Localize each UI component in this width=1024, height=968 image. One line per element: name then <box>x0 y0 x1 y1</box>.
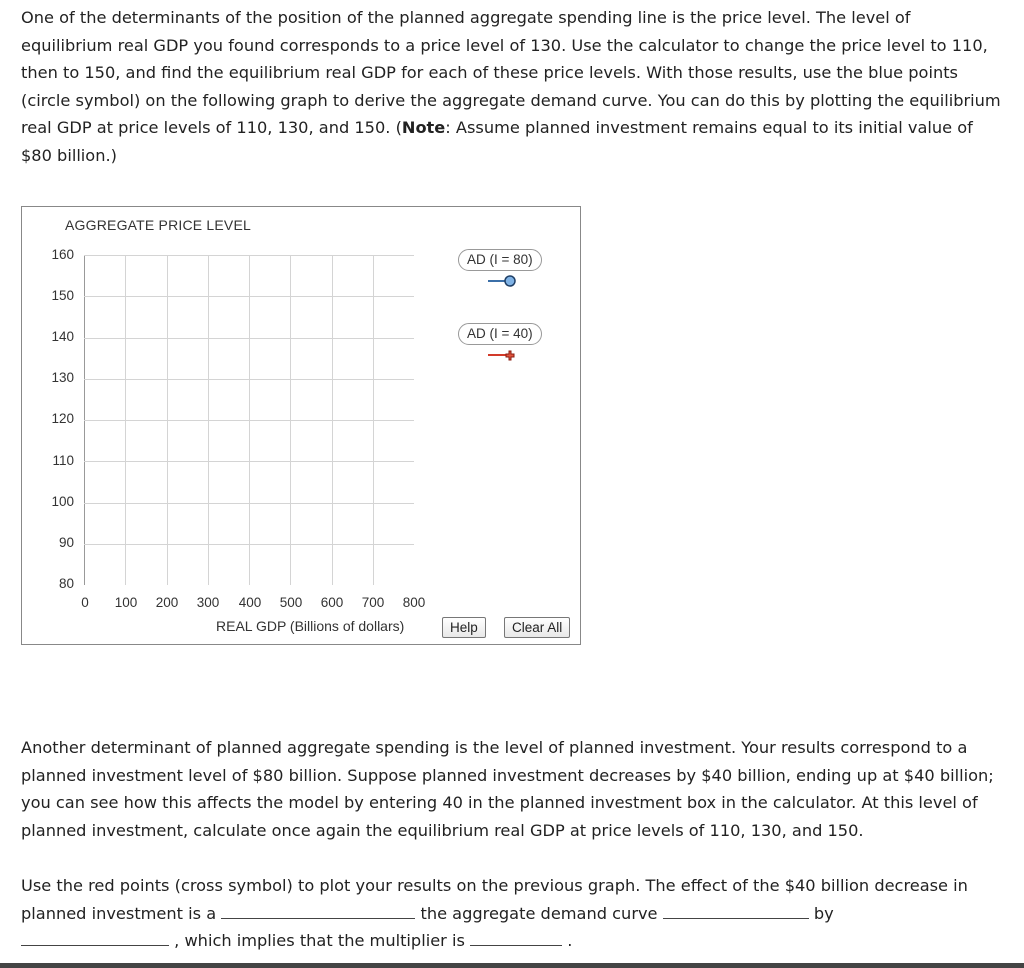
question-text-1: Use the red points (cross symbol) to plot your results on the previous graph. The effect of the $40 billion decrease in planned investment is a <box>21 876 968 923</box>
clear-all-button[interactable]: Clear All <box>504 617 570 638</box>
question-text-2: the aggregate demand curve <box>420 903 658 923</box>
x-axis-title: REAL GDP (Billions of dollars) <box>216 618 405 634</box>
x-tick-label: 600 <box>320 595 344 610</box>
intro-text-2: : Assume planned investment remains equal to its initial value of $80 billion.) <box>21 118 973 165</box>
question-text-5: . <box>567 931 573 950</box>
x-tick-label: 0 <box>81 595 89 610</box>
y-tick-label: 110 <box>52 453 74 468</box>
graph-panel <box>21 206 581 645</box>
y-tick-label: 130 <box>51 370 74 385</box>
bottom-edge-bar <box>0 963 1024 968</box>
legend-ad-i40[interactable]: AD (I = 40) <box>458 323 542 345</box>
y-tick-label: 120 <box>51 411 74 426</box>
x-tick-label: 700 <box>361 595 385 610</box>
y-tick-label: 100 <box>51 494 74 509</box>
y-tick-label: 150 <box>51 288 74 303</box>
y-tick-label: 160 <box>51 247 74 262</box>
y-tick-label: 140 <box>51 329 74 344</box>
answer-blank-effect[interactable] <box>221 900 415 919</box>
cross-icon[interactable] <box>486 347 520 363</box>
investment-paragraph: Another determinant of planned aggregate spending is the level of planned investment. Your results correspond to a planned investment level of $80 billion. Suppose planned investment decreases by $40 billion, ending up at $40 billion; you can see how this affects the model by entering 40 in the planned investment box in the calculator. At this level of planned investment, calculate once again the equilibrium real GDP at price levels of 110, 130, and 150. <box>21 738 994 840</box>
answer-blank-direction[interactable] <box>663 900 809 919</box>
answer-blank-multiplier[interactable] <box>470 927 562 946</box>
question-text-4: , which implies that the multiplier is <box>174 931 465 950</box>
y-tick-label: 80 <box>58 576 74 591</box>
question-paragraph <box>21 872 1001 955</box>
y-axis-title: AGGREGATE PRICE LEVEL <box>65 217 251 233</box>
note-label: Note <box>401 118 446 137</box>
x-tick-label: 300 <box>196 595 220 610</box>
plot-area[interactable] <box>84 255 414 585</box>
plot-grid <box>84 255 414 585</box>
question-text-3: by <box>813 903 834 923</box>
x-tick-label: 400 <box>238 595 262 610</box>
legend-ad-i80[interactable]: AD (I = 80) <box>458 249 542 271</box>
intro-text-1: One of the determinants of the position of the planned aggregate spending line is the price level. The level of equilibrium real GDP you found corresponds to a price level of 130. Use the calculator to change the price level to 110, then to 150, and find the equilibrium real GDP for each of these price levels. With those results, use the blue points (circle symbol) on the following graph to derive the aggregate demand curve. You can do this by plotting the equilibrium real GDP at price levels of 110, 130, and 150. ( <box>21 8 1001 137</box>
answer-blank-amount[interactable] <box>21 927 169 946</box>
x-tick-label: 200 <box>155 595 179 610</box>
x-tick-label: 100 <box>114 595 138 610</box>
circle-icon[interactable] <box>486 273 520 289</box>
intro-paragraph <box>21 4 1001 169</box>
x-tick-label: 800 <box>402 595 426 610</box>
y-tick-label: 90 <box>58 535 74 550</box>
x-tick-label: 500 <box>279 595 303 610</box>
help-button[interactable]: Help <box>442 617 486 638</box>
